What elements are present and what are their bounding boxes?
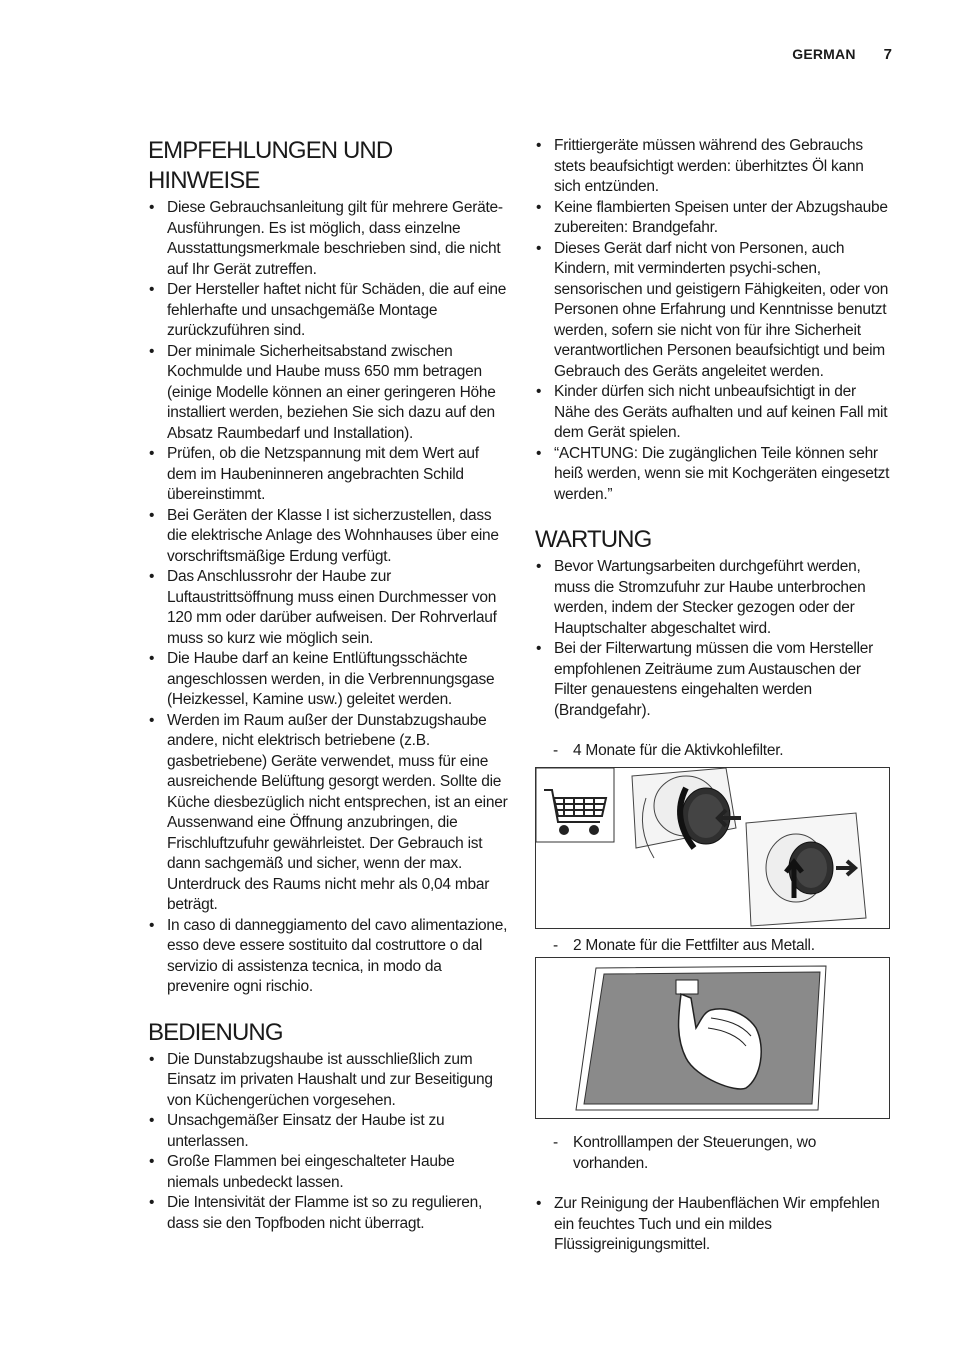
list-item: • Dieses Gerät darf nicht von Personen, auch Kindern, mit verminderten psychi-schen, sensorischen und geistigern Fähigkeiten, oder von Personen ohne Erfahrung und Kenntnisse benutzt werden, sofern sie nicht von für ihre Sicherheit verantwortlichen Personen beaufsichtigt und beim Gebrauch des Geräts angeleitet werden. [535,239,891,383]
list-item: • Die Dunstabzugshaube ist ausschließlich zum Einsatz im privaten Haushalt und zur Beseitigung von Küchengerüchen vorgesehen. [148,1050,508,1112]
list-item: • “ACHTUNG: Die zugänglichen Teile können sehr heiß werden, wenn sie mit Kochgeräten eingesetzt werden.” [535,444,891,506]
list-item: • Unsachgemäßer Einsatz der Haube ist zu unterlassen. [148,1111,508,1152]
list-item: • Bevor Wartungsarbeiten durchgeführt werden, muss die Stromzufuhr zur Haube unterbrochen werden, indem der Stecker gezogen oder der Hauptschalter abgeschaltet wird. [535,557,891,639]
list-item: • Der minimale Sicherheitsabstand zwischen Kochmulde und Haube muss 650 mm betragen (einige Modelle können an einer geringeren Höhe installiert werden, beziehen Sie sich dazu auf den Absatz Raumbedarf und Installation). [148,342,508,445]
dash-item-grease-filter: - 2 Monate für die Fettfilter aus Metall. [535,936,891,957]
list-item: • Die Haube darf an keine Entlüftungsschächte angeschlossen werden, in die Verbrennungsgase (Heizkessel, Kamine usw.) geleitet werden. [148,649,508,711]
section-title-operation: BEDIENUNG [148,1018,283,1046]
maintenance-list [535,557,891,721]
dash-item-carbon-filter: - 4 Monate für die Aktivkohlefilter. [535,741,891,762]
left-column [148,136,508,1234]
carbon-filter-illustration [536,768,889,928]
list-item: • Diese Gebrauchsanleitung gilt für mehrere Geräte-Ausführungen. Es ist möglich, dass einzelne Ausstattungsmerkmale beschrieben sind, die nicht auf Ihr Gerät zutreffen. [148,198,508,280]
list-item: • Große Flammen bei eingeschalteter Haube niemals unbedeckt lassen. [148,1152,508,1193]
language-label: GERMAN [792,46,856,62]
list-item: • Kinder dürfen sich nicht unbeaufsichtigt in der Nähe des Geräts aufhalten und auf keinen Fall mit dem Gerät spielen. [535,382,891,444]
carbon-filter-figure [535,767,890,929]
cleaning-list [535,1194,891,1256]
list-item: • Bei der Filterwartung müssen die vom Hersteller empfohlenen Zeiträume zum Austauschen der Filter genauestens eingehalten werden (Brandgefahr). [535,639,891,721]
list-item: • Die Intensivität der Flamme ist so zu regulieren, dass sie den Topfboden nicht überragt. [148,1193,508,1234]
grease-filter-figure [535,957,890,1119]
list-item: • Prüfen, ob die Netzspannung mit dem Wert auf dem im Haubeninneren angebrachten Schild übereinstimmt. [148,444,508,506]
right-column [535,136,891,1256]
section-title-maintenance: WARTUNG [535,526,652,553]
list-item: • Bei Geräten der Klasse I ist sicherzustellen, dass die elektrische Anlage des Wohnhauses über eine vorschriftsmäßige Erdung verfügt. [148,506,508,568]
list-item: • Frittiergeräte müssen während des Gebrauchs stets beaufsichtigt werden: überhitztes Öl kann sich entzünden. [535,136,891,198]
recommendations-list [148,198,508,998]
list-item: • In caso di danneggiamento del cavo alimentazione, esso deve essere sostituito dal costruttore o dal servizio di assistenza tecnica, in modo da prevenire ogni rischio. [148,916,508,998]
filter-latch [676,980,698,994]
dash-item-control-lamps: - Kontrolllampen der Steuerungen, wo vorhanden. [535,1133,891,1174]
section-title-recommendations: EMPFEHLUNGEN UND HINWEISE [148,137,393,194]
list-item: • Das Anschlussrohr der Haube zur Luftaustrittsöffnung muss einen Durchmesser von 120 mm oder darüber aufweisen. Der Rohrverlauf muss so kurz wie möglich sein. [148,567,508,649]
list-item: • Keine flambierten Speisen unter der Abzugshaube zubereiten: Brandgefahr. [535,198,891,239]
list-item: • Zur Reinigung der Haubenflächen Wir empfehlen ein feuchtes Tuch und ein mildes Flüssigreinigungsmittel. [535,1194,891,1256]
list-item: • Der Hersteller haftet nicht für Schäden, die auf eine fehlerhafte und unsachgemäße Montage zurückzuführen sind. [148,280,508,342]
list-item: • Werden im Raum außer der Dunstabzugshaube andere, nicht elektrisch betriebene (z.B. gasbetriebene) Geräte verwendet, muss für eine ausreichende Belüftung gesorgt werden. Sollte die Küche diesbezüglich nicht entsprechen, ist an einer Aussenwand eine Öffnung anzubringen, die Frischluftzufuhr gewährleistet. Der Gebrauch ist dann sachgemäß und sicher, wenn der max. Unterdruck des Raums nicht mehr als 0,04 mbar beträgt. [148,711,508,916]
page-header [792,46,892,63]
page-number: 7 [883,46,892,63]
safety-list-continued [535,136,891,505]
grease-filter-illustration [536,958,889,1118]
operation-list [148,1050,508,1235]
